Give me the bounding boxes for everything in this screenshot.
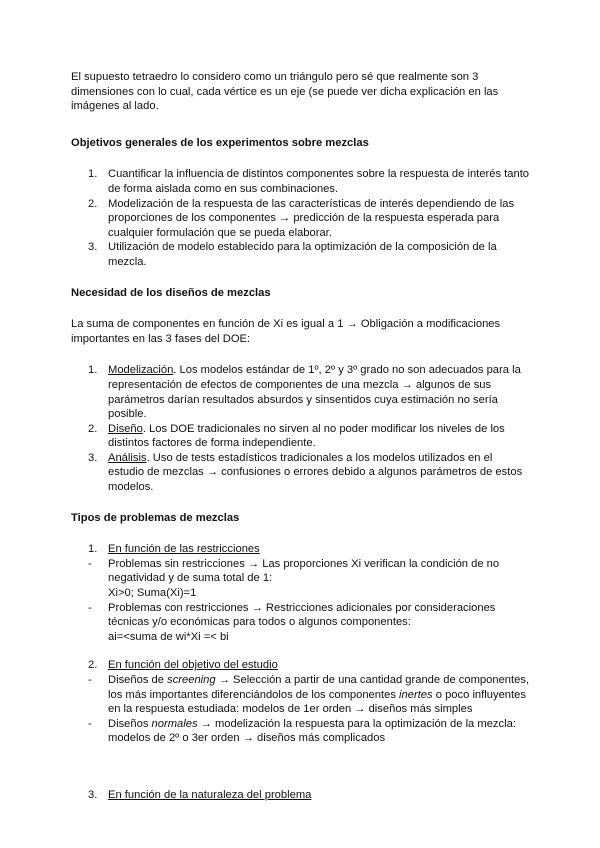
list-item: 3. Utilización de modelo establecido para la optimización de la composición de la mezcla. — [88, 241, 497, 268]
list-item: 1. Modelización. Los modelos estándar de 1º, 2º y 3º grado no son adecuados para la representación de efectos de componentes de una mezcla → algunos de sus parámetros darían resultados absurdos y sinsentidos cuya estimación no sería posible. — [88, 364, 521, 421]
list-item: - Problemas con restricciones → Restricciones adicionales por consideraciones técnicas y/o económicas para todos o algunos componentes: ai=<suma de wi*Xi =< bi — [88, 601, 496, 643]
objetivos-heading: Objetivos generales de los experimentos sobre mezclas — [71, 136, 369, 149]
term-analisis: Análisis — [108, 451, 147, 464]
necesidad-paragraph: La suma de componentes en función de Xi es igual a 1 → Obligación a modificaciones importantes en las 3 fases del DOE: — [71, 318, 501, 345]
list-item: - Diseños de screening → Selección a partir de una cantidad grande de componentes, los más importantes diferenciándolos de los componentes inertes o poco influyentes en la respuesta estudiada: modelos de 1er orden → diseños más simples — [88, 674, 530, 716]
term-diseno: Diseño — [108, 422, 143, 435]
subheading-objetivo: 2. En función del objetivo del estudio — [88, 659, 278, 672]
document-page — [71, 70, 531, 803]
term-modelizacion: Modelización — [108, 364, 174, 377]
list-item: 3. Análisis. Uso de tests estadísticos tradicionales a los modelos utilizados en el estudio de mezclas → confusiones o errores debido a algunos parámetros de estos modelos. — [88, 451, 523, 494]
list-item: - Diseños normales → modelización la respuesta para la optimización de la mezcla: modelos de 2º o 3er orden → diseños más complicados — [88, 717, 516, 745]
subheading-restricciones: 1. En función de las restricciones — [88, 543, 260, 556]
list-item: 2. Diseño. Los DOE tradicionales no sirven al no poder modificar los niveles de los distintos factores de forma independiente. — [88, 422, 505, 450]
list-item: - Problemas sin restricciones → Las proporciones Xi verifican la condición de no negatividad y de suma total de 1: Xi>0; Suma(Xi)=1 — [88, 557, 500, 600]
list-item: 1. Cuantificar la influencia de distintos componentes sobre la respuesta de interés tanto de forma aislada como en sus combinaciones. — [88, 168, 530, 195]
objetivos-list — [71, 167, 531, 269]
necesidad-heading: Necesidad de los diseños de mezclas — [71, 286, 271, 299]
necesidad-list — [71, 363, 531, 494]
intro-paragraph: El supuesto tetraedro lo considero como un triángulo pero sé que realmente son 3 dimensiones con lo cual, cada vértice es un eje (se puede ver dicha explicación en las imágenes al lado. — [71, 71, 499, 113]
tipos-group-objetivo — [71, 658, 531, 746]
tipos-heading: Tipos de problemas de mezclas — [71, 511, 240, 524]
list-item: 2. Modelización de la respuesta de las características de interés dependiendo de las proporciones de los componentes → predicción de la respuesta esperada para cualquier formulación que se pueda elaborar. — [88, 197, 515, 239]
subheading-naturaleza: 3. En función de la naturaleza del problema — [88, 788, 312, 801]
tipos-group-restricciones — [71, 542, 531, 644]
